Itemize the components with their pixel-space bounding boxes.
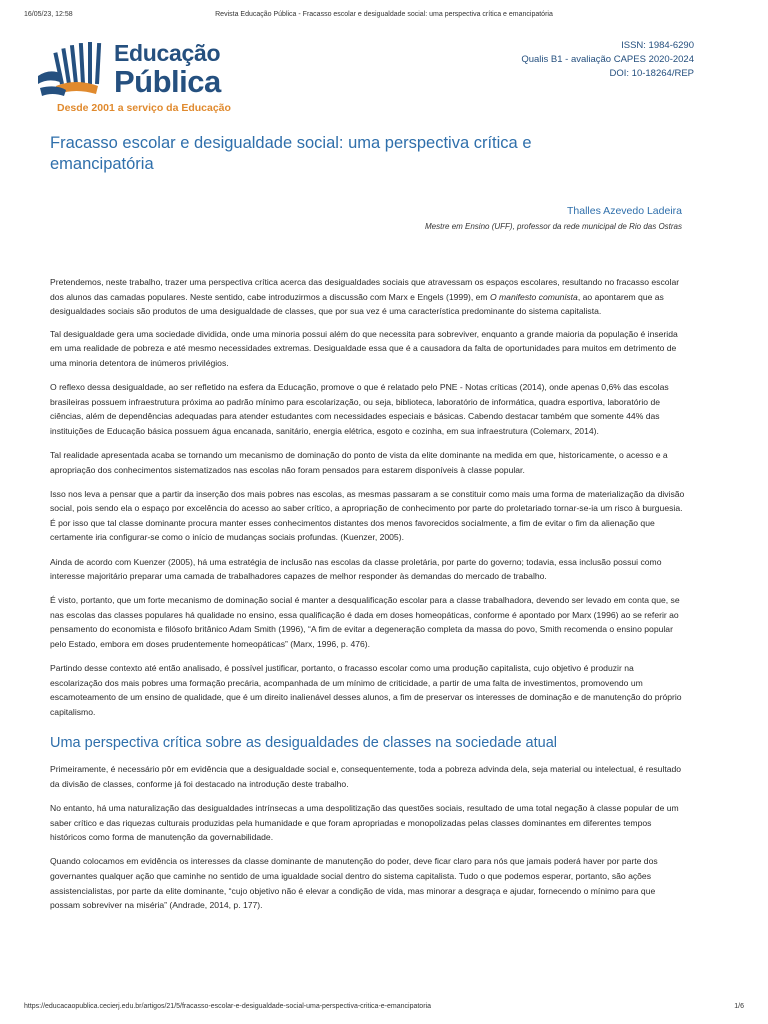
site-logo[interactable]	[36, 38, 246, 118]
article-body	[50, 275, 686, 922]
print-header	[24, 11, 744, 21]
logo-text-line2: Pública	[114, 64, 221, 99]
print-page-title: Revista Educação Pública - Fracasso escolar e desigualdade social: uma perspectiva crítica e emancipatória	[215, 11, 553, 18]
qualis: Qualis B1 - avaliação CAPES 2020-2024	[521, 54, 694, 65]
book-pages-icon	[36, 38, 118, 102]
paragraph: Quando colocamos em evidência os interesses da classe dominante de manutenção do poder, deve ficar claro para nós que jamais poderá haver por parte dos governantes qualquer ação que caminhe no sentido de uma igualdade social dentro do sistema capitalista. Tudo o que podemos esperar, portanto, são ações assistencialistas, por parte da elite dominante, “cujo objetivo não é elevar a condição de vida, mas minorar a desgraça e ajudar, fornecendo o mínimo para que possam sobreviver na miséria” (Andrade, 2014, p. 177).	[50, 856, 658, 911]
paragraph: Pretendemos, neste trabalho, trazer uma perspectiva crítica acerca das desigualdades sociais que atravessam os espaços escolares, resultando no fracasso escolar dos alunos das camadas populares. Neste sentido, cabe introduzirmos a discussão com Marx e Engels (1999), em O manifesto comunista, ao apontarem que as desigualdades sociais são produtos de uma desigualdade de classes, que por sua vez é uma característica predominante do sistema capitalista.	[50, 277, 680, 317]
paragraph: Partindo desse contexto até então analisado, é possível justificar, portanto, o fracasso escolar como uma produção capitalista, cujo objetivo é produzir na escolarização dos mais pobres uma formação precária, acompanhada de um mínimo de criticidade, a partir de uma falta de investimentos, promovendo um escamoteamento de um ensino de qualidade, que é um direito inalienável desses alunos, a fim de preservar os interesses de dominação e de manutenção do próprio capitalismo.	[50, 663, 682, 717]
page-number: 1/6	[734, 1003, 744, 1010]
page-url[interactable]: https://educacaopublica.cecierj.edu.br/artigos/21/5/fracasso-escolar-e-desigualdade-social-uma-perspectiva-critica-e-emancipatoria	[24, 1003, 431, 1010]
article-title: Fracasso escolar e desigualdade social: uma perspectiva crítica e emancipatória	[50, 134, 532, 173]
paragraph: No entanto, há uma naturalização das desigualdades intrínsecas a uma despolitização das questões sociais, resultado de uma total negação à classe popular de um saber crítico e das riquezas culturais produzidas pela humanidade e que foram apropriadas e monopolizadas pelas classes dominantes em diferentes tempos históricos como forma de manutenção da governabilidade.	[50, 803, 679, 843]
issn: ISSN: 1984-6290	[621, 40, 694, 51]
logo-text-line1: Educação	[114, 40, 221, 66]
print-footer	[24, 1003, 744, 1010]
book-title: O manifesto comunista	[489, 291, 578, 302]
journal-meta	[521, 39, 694, 81]
print-datetime: 16/05/23, 12:58	[24, 11, 73, 18]
paragraph: O reflexo dessa desigualdade, ao ser refletido na esfera da Educação, promove o que é relatado pelo PNE - Notas críticas (2014), onde apenas 0,6% das escolas brasileiras possuem infraestrutura próxima ao padrão mínimo para escolarização, ou seja, biblioteca, laboratório de informática, quadra esportiva, laboratório de ciências, além de dependências adequadas para atender estudantes com necessidades especiais e básicas. Cabendo destacar também que somente 44% das instituições de Educação básica possuem água encanada, sanitário, energia elétrica, esgoto e cozinha, em sua infraestrutura (Colemarx, 2014).	[50, 382, 669, 436]
author-name[interactable]: Thalles Azevedo Ladeira	[567, 205, 682, 217]
paragraph: Tal desigualdade gera uma sociedade dividida, onde uma minoria possui além do que necessita para sobreviver, enquanto a grande maioria da população é inserida em uma realidade de pobreza e até mesmo necessidades extremas. Desigualdade essa que é a causadora da falta de oportunidades para muitos em detrimento de uma minoria detentora de inúmeros privilégios.	[50, 328, 678, 368]
paragraph: Ainda de acordo com Kuenzer (2005), há uma estratégia de inclusão nas escolas da classe proletária, por parte do governo; todavia, essa inclusão possui como interesse majoritário preparar uma camada de trabalhadores capazes de melhor responder às demandas do mercado de trabalho.	[50, 556, 662, 582]
paragraph: Tal realidade apresentada acaba se tornando um mecanismo de dominação do ponto de vista da elite dominante na medida em que, historicamente, o acesso e a apropriação dos conhecimentos sistematizados nas escolas não foram pensados para estarem disponíveis à classe popular.	[50, 449, 668, 475]
author-affiliation: Mestre em Ensino (UFF), professor da rede municipal de Rio das Ostras	[425, 222, 682, 231]
logo-tagline: Desde 2001 a serviço da Educação	[57, 102, 231, 114]
section-heading: Uma perspectiva crítica sobre as desigualdades de classes na sociedade atual	[50, 735, 557, 752]
doi: DOI: 10-18264/REP	[609, 68, 694, 79]
paragraph: É visto, portanto, que um forte mecanismo de dominação social é manter a desqualificação escolar para a classe trabalhadora, devendo ser levado em conta que, se nas escolas das classes populares há qualidade no ensino, essa qualificação é dada em doses homeopáticas, conforme é apontado por Marx (1996) ao se referir ao pensamento do economista e filósofo britânico Adam Smith (1996), “A fim de evitar a degeneração completa da massa do povo, Smith recomenda o ensino popular pelo Estado, embora em doses prudentemente homeopáticas” (Marx, 1996, p. 476).	[50, 595, 680, 649]
paragraph: Isso nos leva a pensar que a partir da inserção dos mais pobres nas escolas, as mesmas passaram a se constituir como mais uma forma de materialização da divisão social, pois sendo ela o espaço por excelência do acesso ao saber crítico, a apropriação de conhecimento por parte do proletariado tornar-se-ia um risco à burguesia. É por isso que tal classe dominante procura manter esses conhecimentos distantes dos menos favorecidos socialmente, a fim de evitar o fim da alienação que certamente iria configurar-se como o início de mudanças sociais profundas. (Kuenzer, 2005).	[50, 488, 685, 543]
paragraph: Primeiramente, é necessário pôr em evidência que a desigualdade social e, consequentemente, toda a pobreza advinda dela, seja material ou intelectual, é resultado da divisão de classes, conforme já foi destacado na introdução deste trabalho.	[50, 764, 682, 790]
